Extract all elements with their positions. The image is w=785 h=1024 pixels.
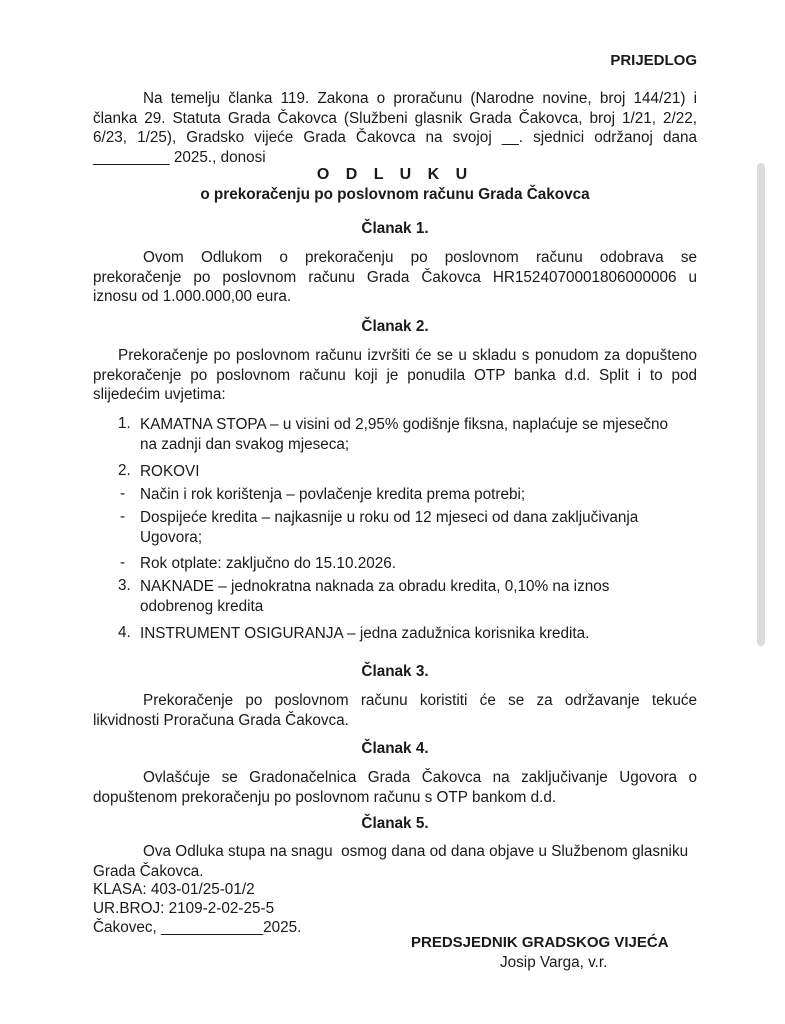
list-item-line: KAMATNA STOPA – u visini od 2,95% godišnje fiksna, naplaćuje se mjesečno xyxy=(140,416,669,433)
list-marker: - xyxy=(120,554,126,571)
document-subtitle: o prekoračenju po poslovnom računu Grada Čakovca xyxy=(200,186,590,203)
article-line: dopuštenom prekoračenju po poslovnom računu s OTP bankom d.d. xyxy=(93,788,557,806)
vertical-scrollbar[interactable] xyxy=(757,163,765,646)
article-line: Ova Odluka stupa na snagu osmog dana od dana objave u Službenom glasniku xyxy=(143,843,689,860)
ur-broj: UR.BROJ: 2109-2-02-25-5 xyxy=(93,900,275,917)
article-5-body xyxy=(93,842,697,881)
draft-label: PRIJEDLOG xyxy=(610,52,697,69)
article-line: Ovom Odlukom o prekoračenju po poslovnom računu odobrava se xyxy=(143,249,697,266)
list-marker: 1. xyxy=(118,415,131,432)
article-1-body xyxy=(93,248,697,307)
list-item xyxy=(140,577,700,616)
place-date: Čakovec, ____________2025. xyxy=(93,919,302,936)
list-marker: 3. xyxy=(118,577,131,594)
article-line: Prekoračenje po poslovnom računu izvršiti će se u skladu s ponudom za dopušteno xyxy=(118,347,697,364)
article-line: slijedećim uvjetima: xyxy=(93,386,226,403)
list-item-line: Ugovora; xyxy=(140,528,203,546)
article-1-heading: Članak 1. xyxy=(361,220,429,237)
list-item: Način i rok korištenja – povlačenje kredita prema potrebi; xyxy=(140,486,526,503)
article-line: iznosu od 1.000.000,00 eura. xyxy=(93,288,292,305)
list-item-line: Dospijeće kredita – najkasnije u roku od 12 mjeseci od dana zaključivanja xyxy=(140,509,639,526)
list-item-line: na zadnji dan svakog mjeseca; xyxy=(140,435,350,453)
preamble-line: Na temelju članka 119. Zakona o proračunu (Narodne novine, broj 144/21) i xyxy=(143,90,697,107)
article-line: Ovlašćuje se Gradonačelnica Grada Čakovca na zaključivanje Ugovora o xyxy=(143,769,697,786)
klasa: KLASA: 403-01/25-01/2 xyxy=(93,881,255,898)
preamble xyxy=(93,89,697,167)
list-marker: - xyxy=(120,508,126,525)
article-line: prekoračenje po poslovnom računu Grada Čakovca HR1524070001806000006 u xyxy=(93,268,697,286)
article-4-body xyxy=(93,768,697,807)
article-line: Prekoračenje po poslovnom računu koristiti će se za održavanje tekuće xyxy=(143,692,697,709)
list-item xyxy=(140,415,700,454)
list-item: ROKOVI xyxy=(140,463,200,480)
list-marker: - xyxy=(120,485,126,502)
article-3-body xyxy=(93,691,697,730)
list-marker: 4. xyxy=(118,624,131,641)
article-3-heading: Članak 3. xyxy=(361,663,429,680)
document-title: O D L U K U xyxy=(316,166,474,183)
article-2-heading: Članak 2. xyxy=(361,318,429,335)
list-marker: 2. xyxy=(118,462,131,479)
signer-title: PREDSJEDNIK GRADSKOG VIJEĆA xyxy=(411,934,669,951)
article-2-body xyxy=(93,346,697,405)
signer-name: Josip Varga, v.r. xyxy=(500,954,608,971)
list-item-line: NAKNADE – jednokratna naknada za obradu kredita, 0,10% na iznos xyxy=(140,578,610,595)
article-line: Grada Čakovca. xyxy=(93,862,204,880)
preamble-line: 6/23, 1/25), Gradsko vijeće Grada Čakovca na svojoj __. sjednici održanoj dana xyxy=(93,129,697,146)
preamble-line: _________ 2025., donosi xyxy=(93,148,266,166)
article-4-heading: Članak 4. xyxy=(361,740,429,757)
list-item-line: odobrenog kredita xyxy=(140,597,264,615)
article-line: prekoračenje po poslovnom računu koji je ponudila OTP banka d.d. Split i to pod xyxy=(93,366,697,384)
list-item: INSTRUMENT OSIGURANJA – jedna zadužnica korisnika kredita. xyxy=(140,625,590,642)
article-line: likvidnosti Proračuna Grada Čakovca. xyxy=(93,711,349,729)
list-item xyxy=(140,508,700,547)
list-item: Rok otplate: zaključno do 15.10.2026. xyxy=(140,555,396,572)
article-5-heading: Članak 5. xyxy=(361,815,429,832)
preamble-line: članka 29. Statuta Grada Čakovca (Službeni glasnik Grada Čakovca, broj 1/21, 2/22, xyxy=(93,109,697,127)
